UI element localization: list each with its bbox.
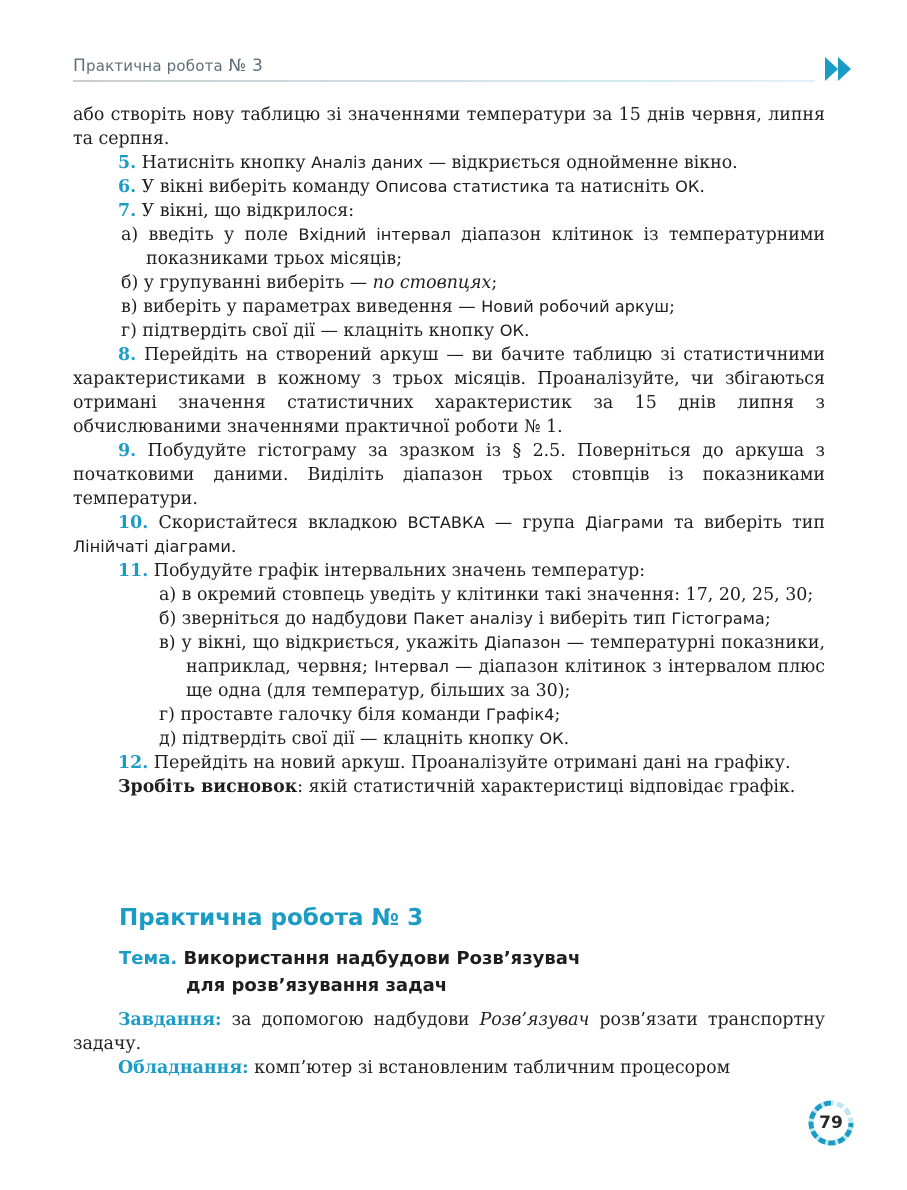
italic-term: по стовпцях bbox=[372, 273, 492, 293]
double-chevron-right-icon bbox=[825, 56, 855, 82]
conclusion bbox=[73, 775, 825, 799]
step-number: 12. bbox=[118, 753, 149, 773]
ui-term: Діапазон bbox=[484, 633, 561, 652]
text: : якій статистичній характеристиці відповідає графік. bbox=[297, 777, 796, 797]
substep-letter: в) bbox=[159, 633, 176, 653]
text: комп’ютер зі встановленим табличним процесором bbox=[248, 1058, 731, 1078]
ui-term: Графік4 bbox=[485, 705, 555, 724]
substep-b bbox=[73, 271, 825, 295]
paragraph bbox=[73, 103, 825, 151]
substep-b bbox=[73, 607, 825, 631]
text: за допомогою надбудови bbox=[221, 1010, 480, 1030]
task-label: Завдання: bbox=[118, 1010, 222, 1030]
step-number: 10. bbox=[118, 513, 149, 533]
text: У вікні виберіть команду bbox=[136, 177, 376, 197]
text: в окремий стовпець уведіть у клітинки такі значення: 17, 20, 25, 30; bbox=[176, 585, 814, 605]
step-number: 11. bbox=[118, 561, 149, 581]
italic-term: Розв’язувач bbox=[479, 1010, 590, 1030]
text: зверніться до надбудови bbox=[176, 609, 414, 629]
substep-d bbox=[73, 319, 825, 343]
text: проставте галочку біля команди bbox=[174, 705, 486, 725]
ui-term: Діаграми bbox=[585, 513, 664, 532]
step-6 bbox=[73, 175, 825, 199]
text: розв’язати транспортну задачу. bbox=[73, 1010, 825, 1054]
ui-term: ОК bbox=[539, 729, 564, 748]
text: Побудуйте графік інтервальних значень температур: bbox=[148, 561, 646, 581]
ui-term: Вхідний інтервал bbox=[298, 225, 451, 244]
topic-line-2: для розв’язування задач bbox=[186, 975, 448, 996]
substep-c bbox=[73, 631, 825, 703]
text: підтвердіть свої дії — клацніть кнопку bbox=[136, 321, 500, 341]
ui-term: Інтервал bbox=[374, 657, 449, 676]
substep-letter: а) bbox=[159, 585, 177, 605]
text: ; bbox=[669, 297, 675, 317]
header-title bbox=[73, 56, 263, 76]
ui-term: Новий робочий аркуш bbox=[481, 297, 670, 316]
ui-term: Описова статистика bbox=[375, 177, 550, 196]
substep-letter: в) bbox=[121, 297, 138, 317]
substep-letter: д) bbox=[159, 729, 177, 749]
step-8 bbox=[73, 343, 825, 439]
text: Побудуйте гістограму за зразком із § 2.5. Поверніться до аркуша з початковими даними. Виділіть діапазон трьох стовпців із показниками температури. bbox=[73, 441, 825, 509]
text: введіть у поле bbox=[138, 225, 299, 245]
text: діапазон клітинок із температурними показниками трьох місяців; bbox=[146, 225, 826, 269]
text: Перейдіть на новий аркуш. Проаналізуйте отримані дані на графіку. bbox=[148, 753, 791, 773]
step-5 bbox=[73, 151, 825, 175]
running-header bbox=[73, 54, 853, 84]
ui-term: ОК bbox=[675, 177, 700, 196]
text: ; bbox=[764, 609, 771, 629]
text: — група bbox=[484, 513, 586, 533]
topic bbox=[119, 945, 580, 999]
text: у вікні, що відкриється, укажіть bbox=[175, 633, 485, 653]
ui-term: Гістограма bbox=[671, 609, 765, 628]
text: та виберіть тип bbox=[663, 513, 825, 533]
text: і виберіть тип bbox=[533, 609, 672, 629]
text: Перейдіть на створений аркуш — ви бачите таблицю зі статистичними характеристиками в кожному з трьох місяців. Проаналізуйте, чи збігаються отримані значення статистичних характеристик за 15 днів липня з обчислюваними значеннями практичної роботи № 1. bbox=[73, 345, 825, 437]
ui-term: ВСТАВКА bbox=[407, 513, 485, 532]
text: У вікні, що відкрилося: bbox=[136, 201, 355, 221]
text: підтвердіть свої дії — клацніть кнопку bbox=[176, 729, 540, 749]
text: ; bbox=[554, 705, 561, 725]
topic-line-1 bbox=[119, 945, 580, 972]
page-number-badge bbox=[807, 1099, 855, 1147]
header-title-cap: П bbox=[73, 56, 86, 76]
text: та натисніть bbox=[549, 177, 676, 197]
substep-a bbox=[73, 583, 825, 607]
text: ; bbox=[491, 273, 498, 293]
text: виберіть у параметрах виведення — bbox=[137, 297, 482, 317]
header-title-small: рактична робота bbox=[85, 57, 223, 75]
text: — діапазон клітинок з інтервалом плюс ще одна (для температур, більших за 30); bbox=[186, 657, 826, 701]
text: . bbox=[699, 177, 705, 197]
text: . bbox=[563, 729, 570, 749]
step-number: 7. bbox=[118, 201, 137, 221]
step-number: 6. bbox=[118, 177, 137, 197]
step-number: 9. bbox=[118, 441, 137, 461]
page-number: 79 bbox=[819, 1113, 843, 1133]
task-paragraph bbox=[73, 1008, 825, 1056]
step-7 bbox=[73, 199, 825, 223]
topic-label: Тема. bbox=[119, 948, 178, 969]
text: Скористайтеся вкладкою bbox=[148, 513, 408, 533]
substep-letter: г) bbox=[121, 321, 137, 341]
step-number: 8. bbox=[118, 345, 137, 365]
substep-c bbox=[73, 295, 825, 319]
substep-letter: г) bbox=[159, 705, 175, 725]
ui-term: ОК bbox=[499, 321, 525, 340]
ui-term: Пакет аналізу bbox=[413, 609, 533, 628]
substep-letter: а) bbox=[121, 225, 139, 245]
text: — температурні показники, наприклад, червня; bbox=[186, 633, 825, 677]
topic-text: Використання надбудови Розв’язувач bbox=[177, 948, 581, 969]
text: . bbox=[230, 537, 237, 557]
step-12 bbox=[73, 751, 825, 775]
text: . bbox=[524, 321, 530, 341]
text: або створіть нову таблицю зі значеннями температури за 15 днів червня, липня та серпня. bbox=[73, 105, 825, 149]
text: Натисніть кнопку bbox=[136, 153, 312, 173]
substep-d bbox=[73, 703, 825, 727]
substep-a bbox=[73, 223, 825, 271]
section-title: Практична робота № 3 bbox=[119, 905, 424, 931]
ui-term: Лінійчаті діаграми bbox=[73, 537, 231, 556]
equipment-label: Обладнання: bbox=[118, 1058, 249, 1078]
text: у групуванні виберіть — bbox=[138, 273, 373, 293]
header-title-num: № 3 bbox=[222, 56, 264, 76]
conclusion-label: Зробіть висновок bbox=[118, 777, 298, 797]
step-11 bbox=[73, 559, 825, 583]
equipment-paragraph bbox=[73, 1056, 825, 1080]
step-10 bbox=[73, 511, 825, 559]
substep-letter: б) bbox=[159, 609, 177, 629]
header-rule bbox=[73, 80, 815, 82]
task-body bbox=[73, 1008, 825, 1080]
substep-letter: б) bbox=[121, 273, 139, 293]
ui-term: Аналіз даних bbox=[311, 153, 424, 172]
step-number: 5. bbox=[118, 153, 137, 173]
substep-e bbox=[73, 727, 825, 751]
text: — відкриється однойменне вікно. bbox=[423, 153, 738, 173]
step-9 bbox=[73, 439, 825, 511]
instructions-body bbox=[73, 103, 825, 799]
